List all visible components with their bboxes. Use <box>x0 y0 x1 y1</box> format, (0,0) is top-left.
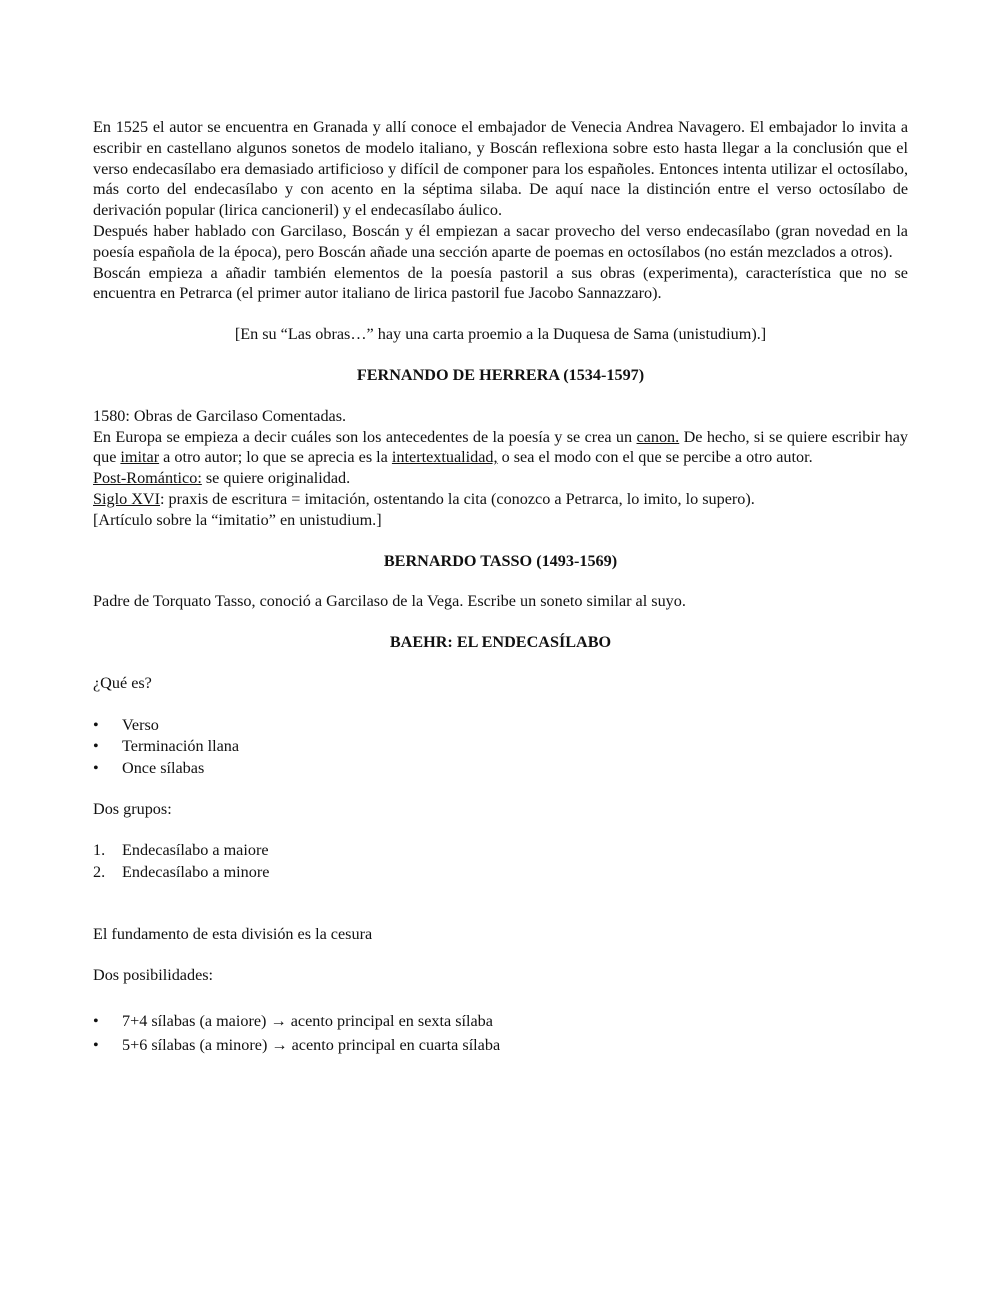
posibilidades-bullet-list <box>93 1009 908 1057</box>
list-item <box>93 1033 908 1057</box>
herrera-text-c: a otro autor; lo que se aprecia es la <box>159 448 392 467</box>
boscan-paragraph-2: Después haber hablado con Garcilaso, Boscán y él empiezan a sacar provecho del verso endecasílabo (gran novedad en la poesía española de la época), pero Boscán añade una sección aparte de poemas en octosílabos (no están mezclados a otros). <box>93 221 908 261</box>
list-number: 1. <box>93 841 106 860</box>
post-romantico-label: Post-Romántico: <box>93 469 202 488</box>
bullet-icon: • <box>93 1035 99 1054</box>
dos-grupos-label: Dos grupos: <box>93 800 172 819</box>
intertextualidad-term: intertextualidad, <box>391 448 498 467</box>
bullet-icon: • <box>93 715 99 734</box>
baehr-heading: BAEHR: EL ENDECASÍLABO <box>389 633 612 652</box>
imitar-term: imitar <box>120 448 160 467</box>
list-item <box>93 736 908 758</box>
siglo-xvi-line <box>93 489 908 510</box>
list-item-label: Once sílabas <box>122 758 205 777</box>
list-item <box>93 758 908 780</box>
boscan-note: [En su “Las obras…” hay una carta proemio a la Duquesa de Sama (unistudium).] <box>234 325 767 344</box>
herrera-heading: FERNANDO DE HERRERA (1534-1597) <box>356 365 645 384</box>
list-item-label: 5+6 sílabas (a minore) → acento principal en cuarta sílaba <box>122 1035 501 1054</box>
document-page <box>93 117 908 1057</box>
list-item-label: 7+4 sílabas (a maiore) → acento principal en sexta sílaba <box>122 1011 493 1030</box>
herrera-line-1580: 1580: Obras de Garcilaso Comentadas. <box>93 406 347 425</box>
list-item <box>93 840 908 862</box>
herrera-paragraph <box>93 427 908 469</box>
list-item <box>93 1009 908 1033</box>
que-es-question: ¿Qué es? <box>93 673 152 692</box>
post-romantico-line <box>93 468 908 489</box>
list-number: 2. <box>93 862 106 881</box>
siglo-xvi-label: Siglo XVI <box>93 489 161 508</box>
bullet-icon: • <box>93 1011 99 1030</box>
post-romantico-text: se quiere originalidad. <box>201 469 351 488</box>
list-item-label: Endecasílabo a maiore <box>122 841 269 860</box>
list-item-label: Terminación llana <box>122 737 240 756</box>
bullet-icon: • <box>93 737 99 756</box>
bullet-icon: • <box>93 758 99 777</box>
siglo-xvi-text: : praxis de escritura = imitación, ostentando la cita (conozco a Petrarca, lo imito, lo supero). <box>160 489 755 508</box>
boscan-paragraph-1: En 1525 el autor se encuentra en Granada y allí conoce el embajador de Venecia Andrea Navagero. El embajador lo invita a escribir en castellano algunos sonetos de modelo italiano, y Boscán reflexiona sobre esto hasta llegar a la conclusión que el verso endecasílabo era demasiado artificioso y difícil de componer para los españoles. Entonces intenta utilizar el octosílabo, más corto del endecasílabo y con acento en la séptima silaba. De aquí nace la distinción entre el verso octosílabo de derivación popular (lirica cancioneril) y el endecasílabo áulico. <box>93 118 908 220</box>
definition-bullet-list <box>93 715 908 780</box>
list-item <box>93 862 908 884</box>
fundamento-text: El fundamento de esta división es la cesura <box>93 925 373 944</box>
list-item <box>93 715 908 737</box>
list-item-label: Verso <box>122 715 159 734</box>
boscan-paragraph-3: Boscán empieza a añadir también elementos de la poesía pastoril a sus obras (experimenta), característica que no se encuentra en Petrarca (el primer autor italiano de lirica pastoril fue Jacobo Sannazzaro). <box>93 263 908 303</box>
herrera-text-a: En Europa se empieza a decir cuáles son los antecedentes de la poesía y se crea un <box>93 427 637 446</box>
herrera-text-b: De hecho, si se quiere escribir hay que <box>93 427 909 467</box>
herrera-text-d: o sea el modo con el que se percibe a otro autor. <box>497 448 813 467</box>
dos-posibilidades-label: Dos posibilidades: <box>93 965 214 984</box>
groups-numbered-list <box>93 840 908 883</box>
canon-term: canon. <box>636 427 680 446</box>
herrera-note: [Artículo sobre la “imitatio” en unistudium.] <box>93 510 382 529</box>
tasso-heading: BERNARDO TASSO (1493-1569) <box>383 551 618 570</box>
list-item-label: Endecasílabo a minore <box>122 862 270 881</box>
tasso-text: Padre de Torquato Tasso, conoció a Garcilaso de la Vega. Escribe un soneto similar al suyo. <box>93 592 686 611</box>
